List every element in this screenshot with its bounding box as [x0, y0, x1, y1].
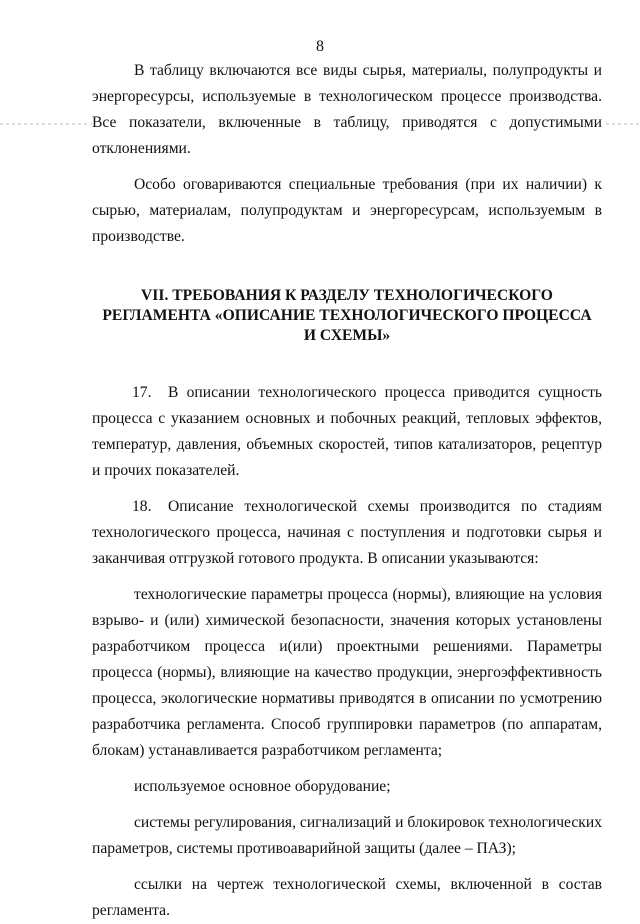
- document-body: [92, 58, 602, 924]
- paragraph-special-requirements: Особо оговариваются специальные требования (при их наличии) к сырью, материалам, полупродуктам и энергоресурсам, используемым в производстве.: [92, 176, 602, 245]
- item-17: [92, 380, 602, 484]
- section-heading-line: РЕГЛАМЕНТА «ОПИСАНИЕ ТЕХНОЛОГИЧЕСКОГО ПРОЦЕССА: [102, 307, 592, 324]
- section-heading-line: VII. ТРЕБОВАНИЯ К РАЗДЕЛУ ТЕХНОЛОГИЧЕСКОГО: [141, 287, 553, 304]
- section-heading-line: И СХЕМЫ»: [303, 327, 391, 344]
- item-text: В описании технологического процесса приводится сущность процесса с указанием основных и побочных реакций, тепловых эффектов, температур, давления, объемных скоростей, типов катализаторов, рецептур и прочих показателей.: [92, 384, 602, 479]
- item-number: 17.: [132, 384, 152, 401]
- item-number: 18.: [132, 498, 152, 515]
- paragraph-table-contents: В таблицу включаются все виды сырья, материалы, полупродукты и энергоресурсы, используемые в технологическом процессе производства. Все показатели, включенные в таблицу, приводятся с допустимыми отклонениями.: [92, 62, 602, 157]
- page-number: 8: [316, 38, 324, 55]
- list-paragraph: технологические параметры процесса (нормы), влияющие на условия взрыво- и (или) химической безопасности, значения которых установлены разработчиком процесса и(или) проектными решениями. Параметры процесса (нормы), влияющие на качество продукции, энергоэффективность процесса, экологические нормативы приводятся в описании по усмотрению разработчика регламента. Способ группировки параметров (по аппаратам, блокам) устанавливается разработчиком регламента;: [92, 586, 602, 759]
- item-18: [92, 494, 602, 572]
- list-paragraph: системы регулирования, сигнализаций и блокировок технологических параметров, системы противоаварийной защиты (далее – ПАЗ);: [92, 814, 602, 857]
- list-paragraph: используемое основное оборудование;: [134, 778, 391, 795]
- list-paragraph: ссылки на чертеж технологической схемы, включенной в состав регламента.: [92, 876, 602, 919]
- item-text: Описание технологической схемы производится по стадиям технологического процесса, начиная с поступления и подготовки сырья и заканчивая отгрузкой готового продукта. В описании указываются:: [92, 498, 602, 567]
- scan-artifact: [0, 123, 92, 125]
- scan-artifact: [606, 123, 640, 125]
- section-heading: [92, 286, 602, 346]
